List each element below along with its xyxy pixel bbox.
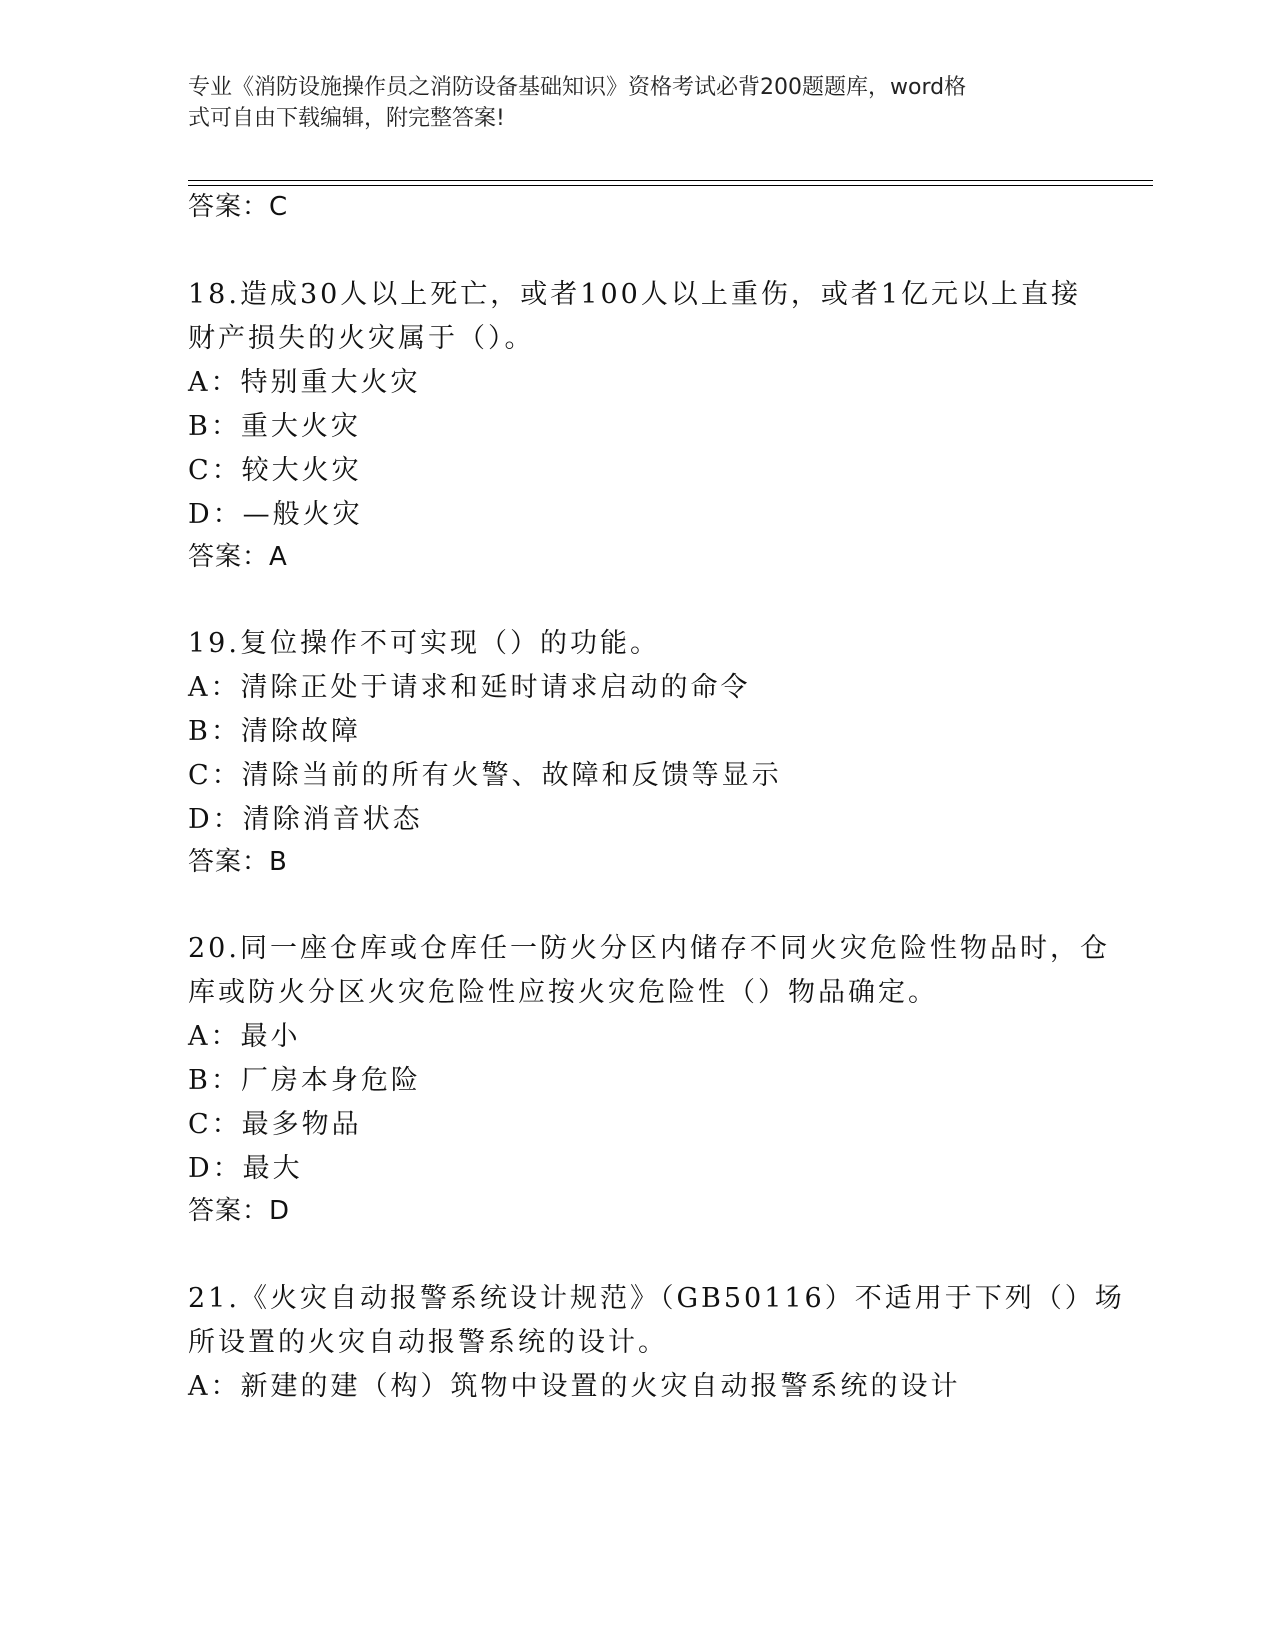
- option-c: C：最多物品: [188, 1109, 362, 1140]
- option-a: A：最小: [188, 1021, 301, 1052]
- header-line-1: 专业《消防设施操作员之消防设备基础知识》资格考试必背200题题库，word格: [188, 75, 967, 100]
- option-b: B：清除故障: [188, 716, 361, 747]
- question-stem-line: 库或防火分区火灾危险性应按火灾危险性（）物品确定。: [188, 977, 938, 1008]
- option-c: C：较大火灾: [188, 455, 362, 486]
- option-d: D：清除消音状态: [188, 804, 423, 835]
- question-stem-line: 19.复位操作不可实现（）的功能。: [188, 628, 660, 659]
- option-b: B：重大火灾: [188, 411, 361, 442]
- answer-label: 答案：B: [188, 847, 288, 877]
- header-divider-bottom: [188, 185, 1153, 186]
- option-d: D：—般火灾: [188, 499, 363, 530]
- header-divider-top: [188, 180, 1153, 181]
- document-header: [188, 72, 1068, 134]
- answer-label: 答案：A: [188, 542, 288, 572]
- option-a: A：清除正处于请求和延时请求启动的命令: [188, 672, 751, 703]
- option-b: B：厂房本身危险: [188, 1065, 421, 1096]
- question-stem-line: 18.造成30人以上死亡，或者100人以上重伤，或者1亿元以上直接: [188, 279, 1082, 310]
- option-a: A：特别重大火灾: [188, 367, 421, 398]
- question-stem-line: 21.《火灾自动报警系统设计规范》（GB50116）不适用于下列（）场: [188, 1283, 1125, 1314]
- question-stem-line: 所设置的火灾自动报警系统的设计。: [188, 1327, 668, 1358]
- option-c: C：清除当前的所有火警、故障和反馈等显示: [188, 760, 782, 791]
- option-d: D：最大: [188, 1153, 303, 1184]
- header-line-2: 式可自由下载编辑，附完整答案!: [188, 106, 505, 131]
- option-a: A：新建的建（构）筑物中设置的火灾自动报警系统的设计: [188, 1371, 961, 1402]
- answer-label: 答案：D: [188, 1196, 291, 1226]
- question-stem-line: 财产损失的火灾属于（）。: [188, 323, 535, 354]
- question-stem-line: 20.同一座仓库或仓库任一防火分区内储存不同火灾危险性物品时，仓: [188, 933, 1110, 964]
- previous-answer: 答案：C: [188, 192, 289, 222]
